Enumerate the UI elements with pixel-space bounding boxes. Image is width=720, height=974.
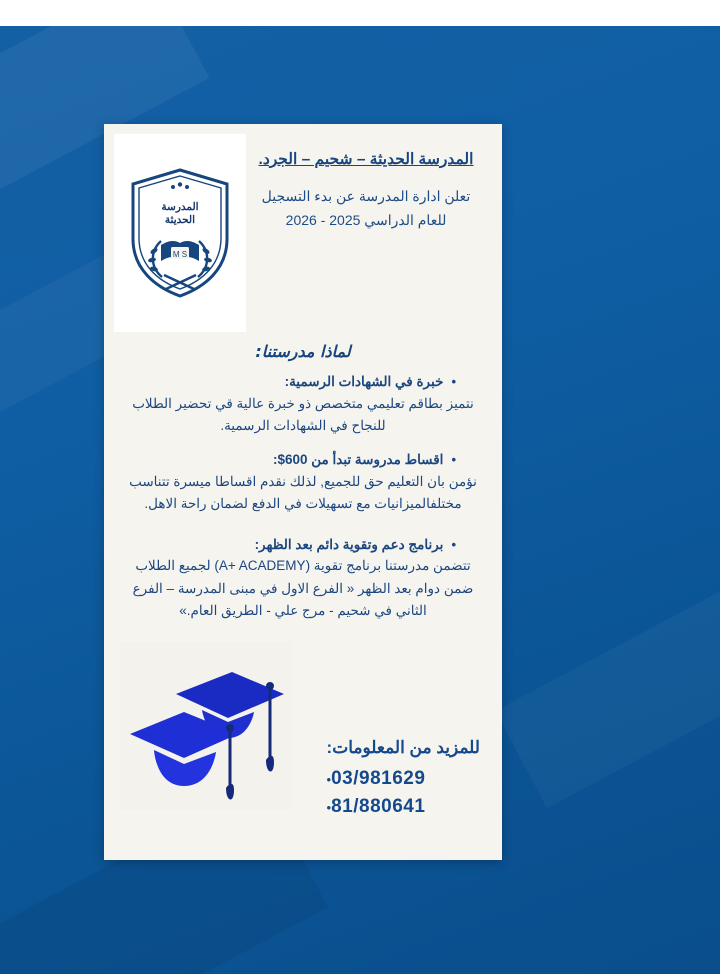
list-item — [124, 534, 482, 623]
svg-text:M S: M S — [172, 250, 188, 259]
crest-text — [128, 201, 232, 227]
list-item — [124, 371, 482, 437]
bullet-body: نتميز بطاقم تعليمي متخصص ذو خبرة عالية قي تحضير الطلاب للنجاح في الشهادات الرسمية. — [132, 395, 474, 434]
bullet-body: تتضمن مدرستنا برنامج تقوية (A+ ACADEMY) لجميع الطلاب ضمن دوام بعد الظهر « الفرع الاول في مبنى المدرسة – الفرع الثاني في شحيم - مرج علي - الطريق العام.» — [132, 558, 474, 618]
contact-row — [327, 768, 480, 790]
logo-container — [114, 134, 246, 332]
crest-text-line-2: الحديثة — [164, 214, 196, 227]
crest-text-line-1: المدرسة — [161, 201, 199, 213]
bullet-heading: برنامج دعم وتقوية دائم بعد الظهر: — [254, 536, 444, 552]
bullet-heading-row — [124, 534, 482, 556]
flyer-header — [104, 124, 502, 332]
graduation-caps-photo — [120, 642, 292, 810]
flyer-sheet — [104, 124, 502, 860]
bullet-heading: اقساط مدروسة تبدأ من 600$: — [272, 452, 444, 468]
bullet-marker-icon: • — [451, 536, 456, 552]
subtitle-line-2: للعام الدراسي 2025 - 2026 — [285, 212, 447, 229]
bullet-marker-icon: • — [451, 374, 456, 389]
page-title: المدرسة الحديثة – شحيم – الجرد. — [258, 151, 474, 168]
phone-number: 03/981629 — [331, 768, 426, 789]
bullet-body: نؤمن بان التعليم حق للجميع, لذلك نقدم اقساطا ميسرة تتناسب مختلفالميزانيات مع تسهيلات في الدفع لضمان راحة الاهل. — [129, 474, 477, 512]
school-crest-icon — [128, 167, 232, 299]
top-white-bar — [0, 0, 720, 26]
contact-title: للمزيد من المعلومات: — [326, 738, 480, 757]
bullet-heading-row — [124, 449, 482, 471]
background-streak — [495, 542, 720, 808]
list-item — [124, 449, 482, 515]
bullet-heading: خبرة في الشهادات الرسمية: — [284, 374, 444, 389]
flyer-body — [104, 332, 502, 622]
section-heading: لماذا مدرستنا: — [255, 342, 351, 361]
bullet-marker-icon: • — [326, 799, 332, 815]
bullet-marker-icon: • — [451, 452, 456, 468]
bullet-heading-row — [124, 371, 482, 393]
bullet-marker-icon: • — [326, 771, 332, 787]
subtitle-line-1: تعلن ادارة المدرسة عن بدء التسجيل — [261, 188, 471, 205]
contact-row — [327, 796, 480, 818]
contact-block — [327, 738, 480, 824]
title-block — [246, 134, 490, 233]
phone-number: 81/880641 — [331, 796, 426, 817]
